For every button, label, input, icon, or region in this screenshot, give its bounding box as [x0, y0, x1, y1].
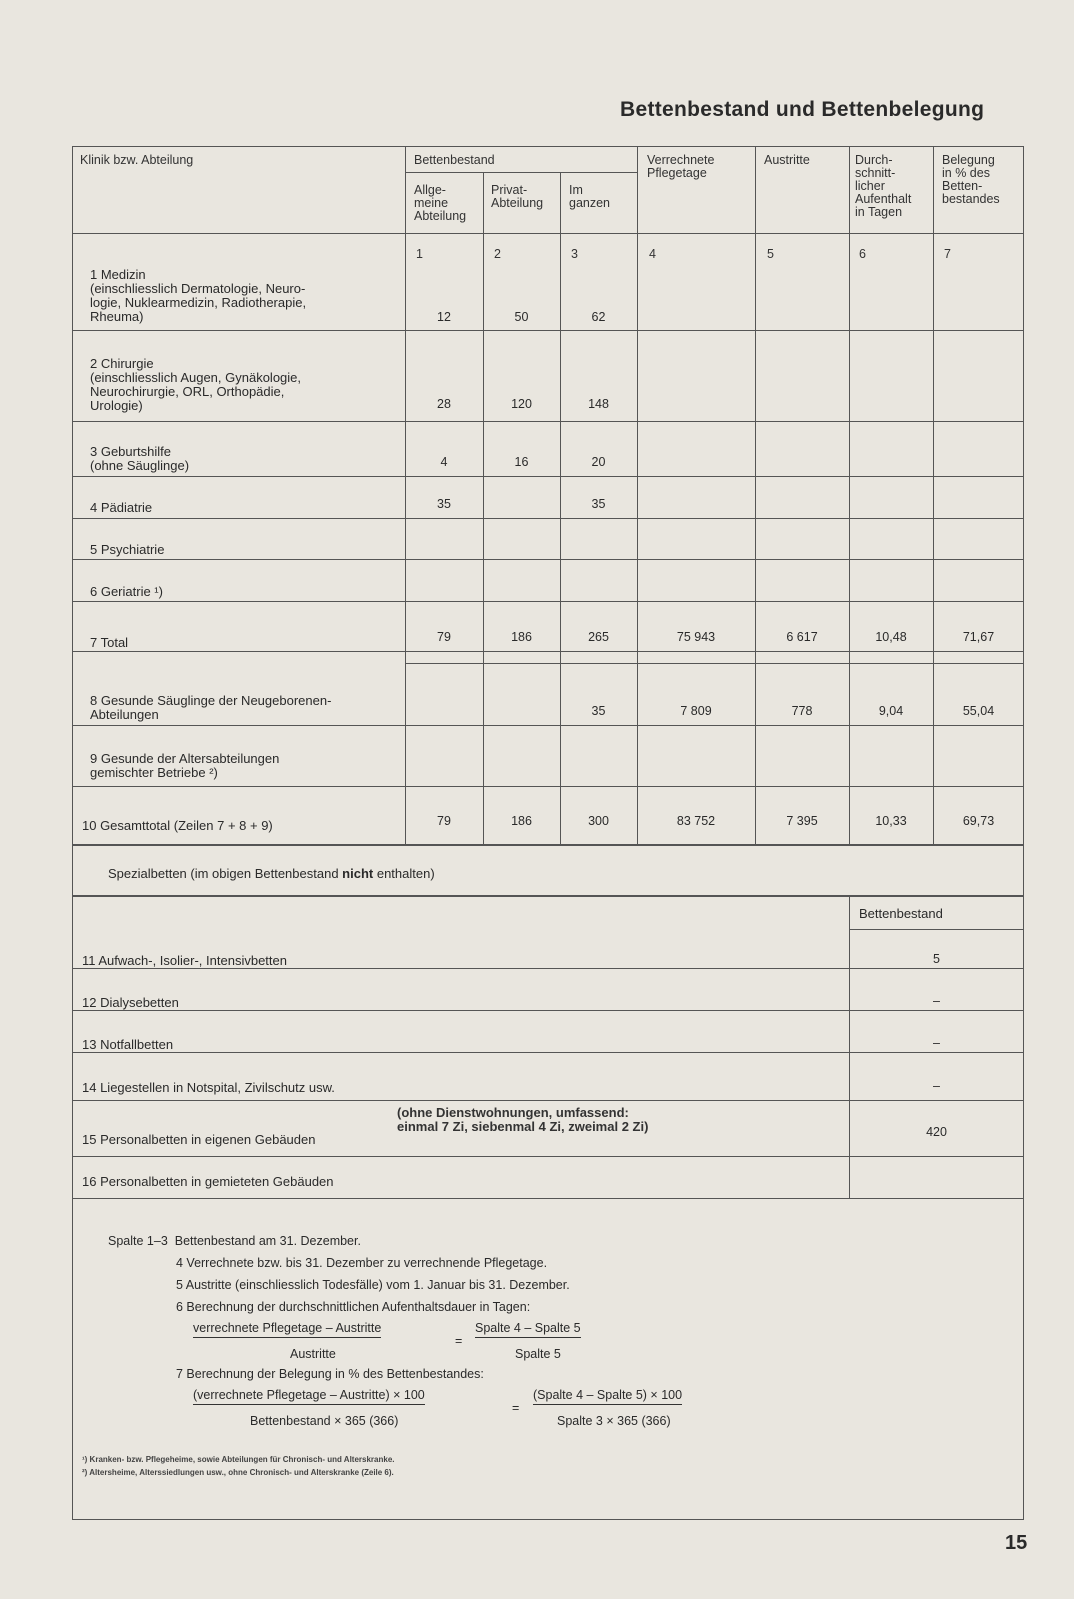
row-8-c7: 55,04 — [962, 704, 995, 718]
note-spalte-7: 7 Berechnung der Belegung in % des Bettenbestandes: — [176, 1367, 484, 1381]
header-privat: Privat- Abteilung — [491, 183, 544, 210]
row-8-label: 8 Gesunde Säuglinge der Neugeborenen- Abteilungen — [90, 693, 332, 722]
header-allgemeine: Allge- meine Abteilung — [414, 183, 467, 223]
row-1-label: 1 Medizin (einschliesslich Dermatologie, Neuro- logie, Nuklearmedizin, Radiotherapie, Rheuma) — [90, 267, 307, 324]
row-4-label: 4 Pädiatrie — [90, 500, 153, 515]
row-5-label: 5 Psychiatrie — [90, 542, 165, 557]
row-10-c5: 7 395 — [786, 814, 818, 828]
row-8-c6: 9,04 — [878, 704, 904, 718]
row-2-label: 2 Chirurgie (einschliesslich Augen, Gynäkologie, Neurochirurgie, ORL, Orthopädie, Urologie) — [90, 356, 302, 413]
row-10-c6: 10,33 — [875, 814, 907, 828]
row-10-c1: 79 — [437, 814, 451, 828]
spezial-row-12-value: – — [933, 994, 940, 1008]
formula-6-den-right: Spalte 5 — [515, 1347, 561, 1361]
row-10-c4: 83 752 — [676, 814, 716, 828]
note-spalte-6: 6 Berechnung der durchschnittlichen Aufenthaltsdauer in Tagen: — [176, 1300, 531, 1314]
row-1-c3: 62 — [591, 310, 606, 324]
header-austritte: Austritte — [764, 153, 810, 167]
formula-6-num-right: Spalte 4 – Spalte 5 — [475, 1320, 581, 1338]
spezial-row-14-value: – — [933, 1079, 940, 1093]
note-spalte-5: 5 Austritte (einschliesslich Todesfälle) vom 1. Januar bis 31. Dezember. — [176, 1278, 570, 1292]
row-1-c2: 50 — [514, 310, 529, 324]
spezial-col-header: Bettenbestand — [859, 906, 943, 921]
formula-6-eq: = — [455, 1334, 463, 1348]
formula-7-eq: = — [512, 1401, 520, 1415]
spezial-row-11-label: 11 Aufwach-, Isolier-, Intensivbetten — [82, 953, 287, 968]
formula-6-den-left: Austritte — [290, 1347, 336, 1361]
spezial-row-12-label: 12 Dialysebetten — [82, 995, 179, 1010]
row-3-c1: 4 — [440, 455, 448, 469]
header-verrechnete: Verrechnete Pflegetage — [647, 153, 715, 180]
row-10-label: 10 Gesamttotal (Zeilen 7 + 8 + 9) — [82, 818, 273, 833]
spezial-row-14-label: 14 Liegestellen in Notspital, Zivilschutz usw. — [82, 1080, 335, 1095]
row-10-c7: 69,73 — [962, 814, 995, 828]
footnote-1: ¹) Kranken- bzw. Pflegeheime, sowie Abteilungen für Chronisch- und Alterskranke. — [82, 1455, 395, 1464]
row-1-c1: 12 — [437, 310, 451, 324]
spezial-row-13-label: 13 Notfallbetten — [82, 1037, 174, 1052]
header-klinik: Klinik bzw. Abteilung — [80, 153, 194, 167]
spezial-row-11-value: 5 — [933, 952, 940, 966]
row-10-c2: 186 — [511, 814, 532, 828]
header-imganzen: Im ganzen — [569, 183, 611, 210]
row-7-label: 7 Total — [90, 635, 129, 650]
formula-7-num-left: (verrechnete Pflegetage – Austritte) × 100 — [193, 1387, 425, 1405]
row-3-c3: 20 — [591, 455, 606, 469]
row-6-label: 6 Geriatrie ¹) — [90, 584, 163, 599]
header-belegung: Belegung in % des Betten- bestandes — [942, 153, 1000, 206]
row-7-c1: 79 — [437, 630, 451, 644]
row-4-c3: 35 — [591, 497, 606, 511]
row-7-c5: 6 617 — [786, 630, 818, 644]
formula-7-num-right: (Spalte 4 – Spalte 5) × 100 — [533, 1387, 682, 1405]
formula-7-den-left: Bettenbestand × 365 (366) — [250, 1414, 399, 1428]
page-title: Bettenbestand und Bettenbelegung — [620, 98, 985, 121]
row-10-c3: 300 — [588, 814, 609, 828]
spezial-row-16-label: 16 Personalbetten in gemieteten Gebäuden — [82, 1174, 334, 1189]
row-4-c1: 35 — [437, 497, 451, 511]
spezial-row-13-value: – — [933, 1036, 940, 1050]
footnote-2: ²) Altersheime, Alterssiedlungen usw., ohne Chronisch- und Alterskranke (Zeile 6). — [82, 1468, 394, 1477]
note-spalte-4: 4 Verrechnete bzw. bis 31. Dezember zu verrechnende Pflegetage. — [176, 1256, 548, 1270]
formula-6-num-left: verrechnete Pflegetage – Austritte — [193, 1320, 381, 1338]
spezial-row-15-value: 420 — [926, 1125, 947, 1139]
row-2-c1: 28 — [437, 397, 451, 411]
row-8-c3: 35 — [591, 704, 606, 718]
row-8-c5: 778 — [791, 704, 813, 718]
formula-7-den-right: Spalte 3 × 365 (366) — [557, 1414, 671, 1428]
row-8-c4: 7 809 — [680, 704, 712, 718]
note-spalte-1-3: Spalte 1–3 Bettenbestand am 31. Dezember. — [108, 1234, 361, 1248]
header-durchschnitt: Durch- schnitt- licher Aufenthalt in Tagen — [855, 153, 912, 219]
row-9-label: 9 Gesunde der Altersabteilungen gemischter Betriebe ²) — [90, 751, 280, 780]
row-3-label: 3 Geburtshilfe (ohne Säuglinge) — [90, 444, 190, 473]
spezial-row-15-label: 15 Personalbetten in eigenen Gebäuden — [82, 1132, 316, 1147]
spezial-row-15-note: (ohne Dienstwohnungen, umfassend: einmal 7 Zi, siebenmal 4 Zi, zweimal 2 Zi) — [397, 1105, 649, 1134]
header-bettenbestand: Bettenbestand — [414, 153, 495, 167]
row-7-c2: 186 — [511, 630, 532, 644]
row-7-c3: 265 — [588, 630, 609, 644]
page-number: 15 — [1005, 1532, 1028, 1554]
row-2-c2: 120 — [511, 397, 532, 411]
row-3-c2: 16 — [514, 455, 529, 469]
row-7-c6: 10,48 — [875, 630, 907, 644]
row-7-c4: 75 943 — [676, 630, 716, 644]
row-7-c7: 71,67 — [962, 630, 995, 644]
spezial-heading: Spezialbetten (im obigen Bettenbestand nicht enthalten) — [108, 866, 435, 881]
row-2-c3: 148 — [588, 397, 609, 411]
